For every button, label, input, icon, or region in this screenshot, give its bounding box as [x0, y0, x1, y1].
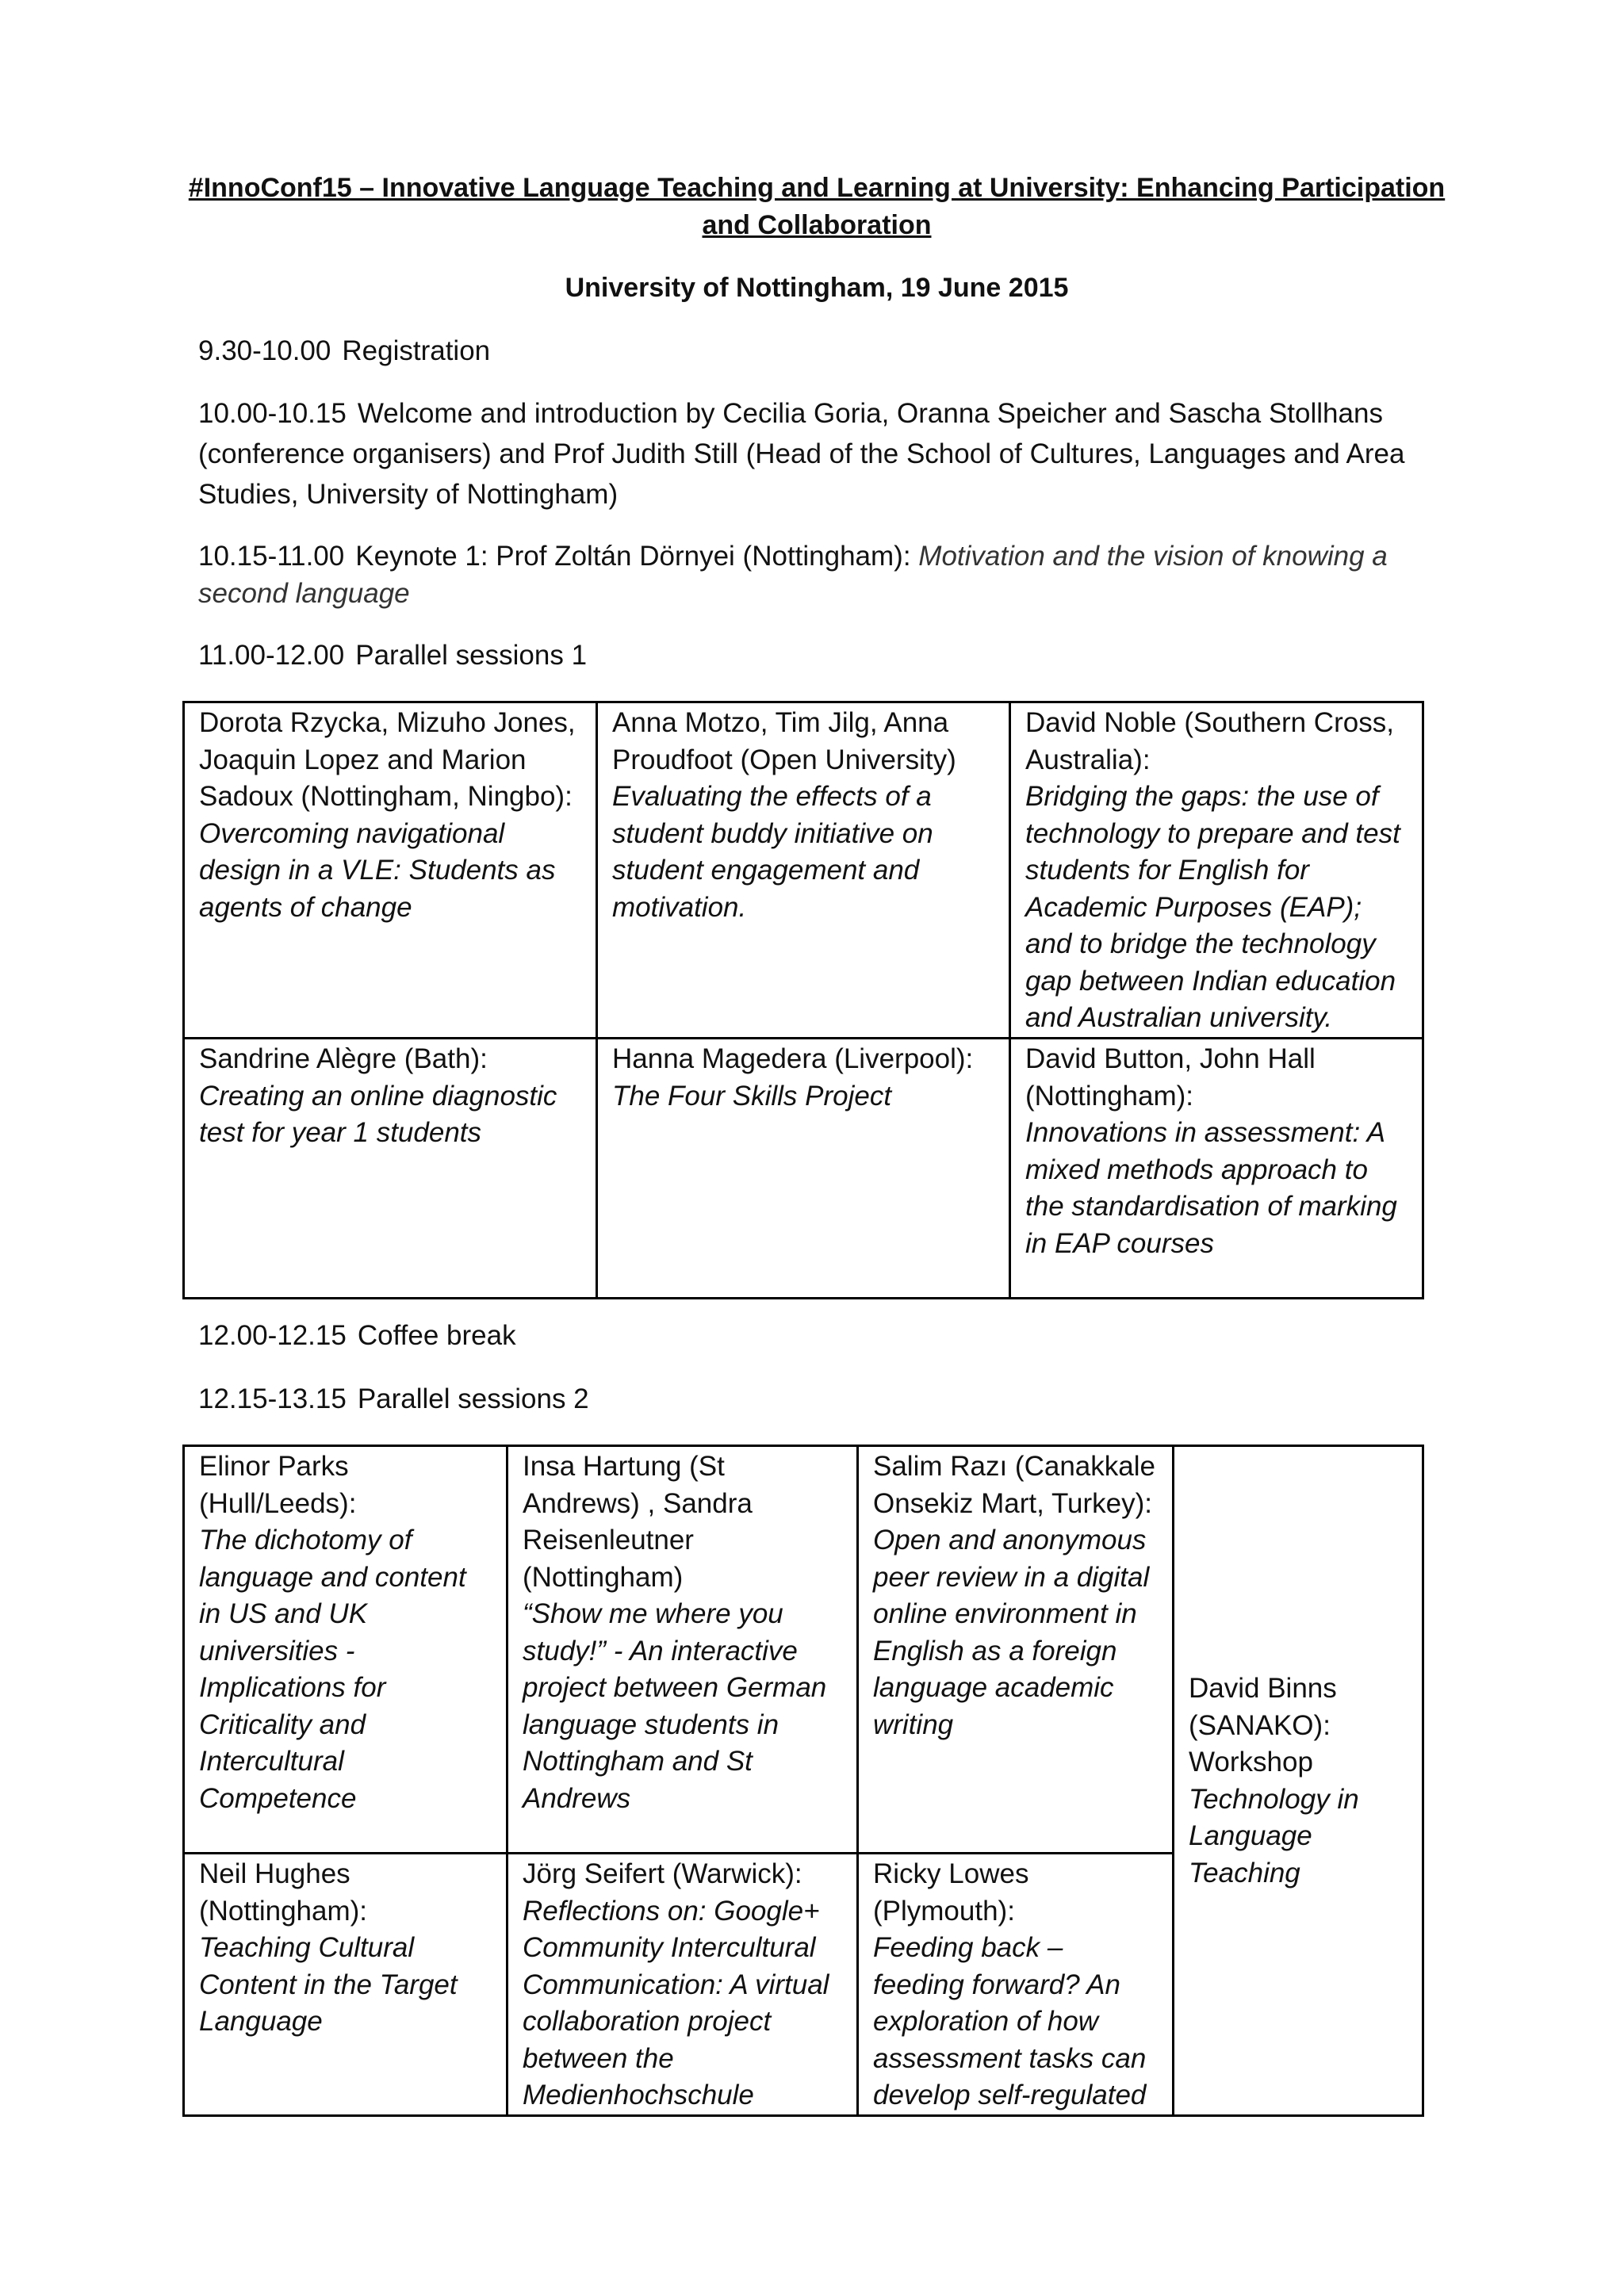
schedule-text: Keynote 1: Prof Zoltán Dörnyei (Nottingham): — [355, 541, 911, 572]
schedule-item-registration — [198, 331, 1435, 371]
session-speaker: Jörg Seifert (Warwick): — [523, 1858, 802, 1889]
schedule-time: 11.00-12.00 — [198, 640, 345, 671]
session-title: Reflections on: Google+ Community Intercultural Communication: A virtual collaboration project between the Medienhochschule — [523, 1895, 829, 2110]
session-cell — [858, 1446, 1174, 1854]
schedule-item-keynote — [198, 538, 1435, 612]
session-title: Evaluating the effects of a student buddy initiative on student engagement and motivation. — [612, 781, 933, 923]
session-cell — [184, 702, 597, 1039]
schedule-item-coffee — [198, 1316, 1435, 1356]
session-title: “Show me where you study!” - An interactive project between German language students in Nottingham and St Andrews — [523, 1598, 827, 1814]
session-speaker: Elinor Parks (Hull/Leeds): — [199, 1451, 357, 1519]
session-cell — [1010, 1039, 1423, 1299]
schedule-text: Parallel sessions 2 — [357, 1383, 589, 1414]
workshop-speaker: David Binns (SANAKO): Workshop — [1189, 1673, 1337, 1778]
schedule-text: Parallel sessions 1 — [355, 640, 588, 671]
session-cell — [184, 1039, 597, 1299]
session-cell — [184, 1446, 508, 1854]
session-cell — [1010, 702, 1423, 1039]
session-speaker: Anna Motzo, Tim Jilg, Anna Proudfoot (Open University) — [612, 707, 956, 775]
table-row — [184, 1039, 1423, 1299]
session-cell — [184, 1854, 508, 2116]
schedule-time: 9.30-10.00 — [198, 335, 331, 366]
session-title: Open and anonymous peer review in a digital online environment in English as a foreign language academic writing — [873, 1525, 1150, 1740]
schedule-item-welcome — [198, 393, 1435, 515]
session-title: Bridging the gaps: the use of technology to prepare and test students for English for Academic Purposes (EAP); and to bridge the technology gap between Indian education and Australian university. — [1025, 781, 1400, 1033]
session-title: Feeding back – feeding forward? An exploration of how assessment tasks can develop self-regulated — [873, 1932, 1147, 2110]
session-speaker: David Button, John Hall (Nottingham): — [1025, 1043, 1316, 1112]
session-title: The Four Skills Project — [612, 1080, 892, 1112]
session-speaker: Insa Hartung (St Andrews) , Sandra Reisenleutner (Nottingham) — [523, 1451, 753, 1593]
session-title: The dichotomy of language and content in US and UK universities - Implications for Criticality and Intercultural Competence — [199, 1525, 466, 1814]
session-cell — [508, 1446, 858, 1854]
workshop-cell — [1174, 1446, 1423, 2116]
session-speaker: Dorota Rzycka, Mizuho Jones, Joaquin Lopez and Marion Sadoux (Nottingham, Ningbo): — [199, 707, 576, 812]
parallel-sessions-1-table — [182, 701, 1424, 1299]
schedule-time: 12.15-13.15 — [198, 1383, 347, 1414]
session-speaker: Ricky Lowes (Plymouth): — [873, 1858, 1029, 1927]
table-row — [184, 1446, 1423, 1854]
schedule-item-parallel-2 — [198, 1380, 1435, 1419]
schedule-item-parallel-1 — [198, 636, 1435, 675]
session-speaker: David Noble (Southern Cross, Australia): — [1025, 707, 1394, 775]
schedule-time: 10.15-11.00 — [198, 541, 345, 572]
session-title: Creating an online diagnostic test for year 1 students — [199, 1080, 557, 1148]
session-title: Innovations in assessment: A mixed methods approach to the standardisation of marking in EAP courses — [1025, 1117, 1397, 1259]
parallel-sessions-2-table — [182, 1445, 1424, 2117]
session-cell — [597, 702, 1010, 1039]
workshop-title: Technology in Language Teaching — [1189, 1783, 1359, 1888]
document-subtitle: University of Nottingham, 19 June 2015 — [565, 273, 1069, 303]
document-title: #InnoConf15 – Innovative Language Teaching and Learning at University: Enhancing Participation and Collaboration — [188, 173, 1446, 240]
session-speaker: Salim Razı (Canakkale Onsekiz Mart, Turkey): — [873, 1451, 1155, 1519]
session-title: Teaching Cultural Content in the Target Language — [199, 1932, 458, 2037]
session-speaker: Sandrine Alègre (Bath): — [199, 1043, 488, 1074]
session-speaker: Hanna Magedera (Liverpool): — [612, 1043, 974, 1074]
keynote-title: Motivation and the vision of knowing a second language — [198, 541, 1388, 609]
schedule-text: Coffee break — [357, 1320, 516, 1351]
session-title: Overcoming navigational design in a VLE: Students as agents of change — [199, 817, 556, 923]
session-speaker: Neil Hughes (Nottingham): — [199, 1858, 368, 1927]
schedule-text: Welcome and introduction by Cecilia Goria, Oranna Speicher and Sascha Stollhans (conference organisers) and Prof Judith Still (Head of the School of Cultures, Languages and Area Studies, University of Nottingham) — [198, 398, 1405, 510]
session-cell — [858, 1854, 1174, 2116]
schedule-time: 12.00-12.15 — [198, 1320, 347, 1351]
schedule-text: Registration — [342, 335, 491, 366]
schedule-time: 10.00-10.15 — [198, 398, 347, 429]
session-cell — [597, 1039, 1010, 1299]
session-cell — [508, 1854, 858, 2116]
table-row — [184, 702, 1423, 1039]
